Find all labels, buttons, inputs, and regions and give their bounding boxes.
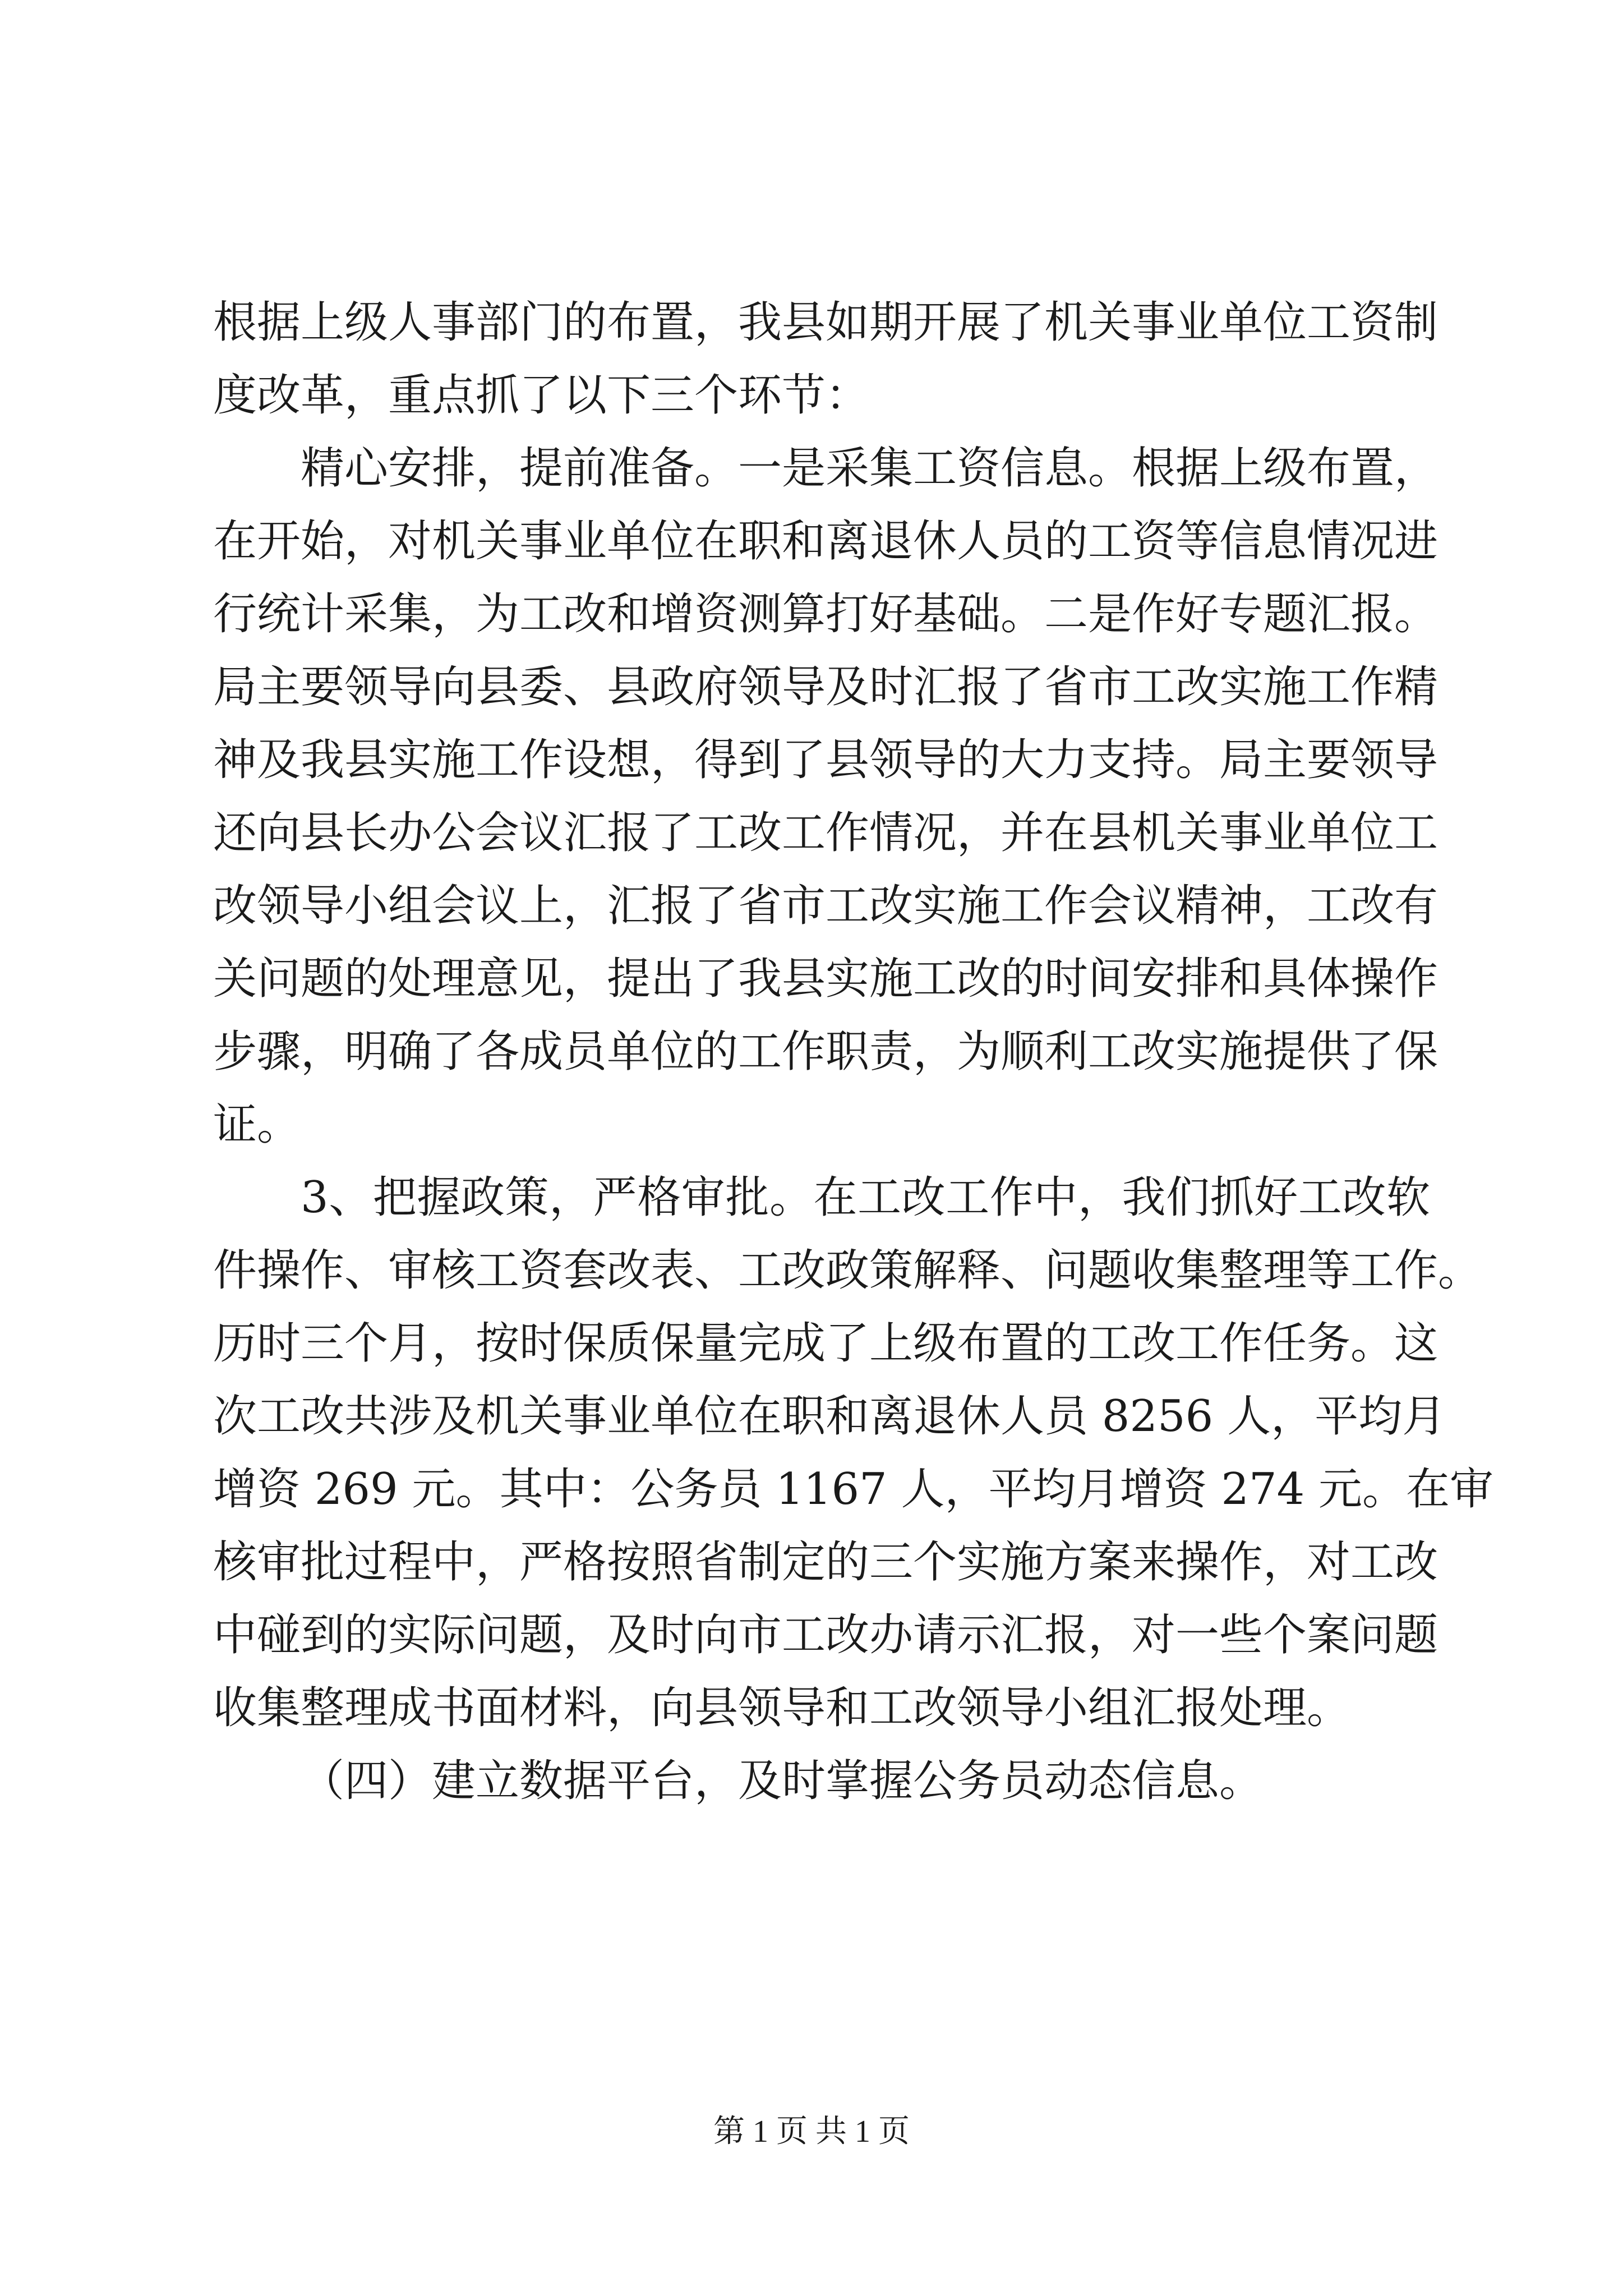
text-line: 核审批过程中，严格按照省制定的三个实施方案来操作，对工改 — [213, 1537, 1438, 1588]
text-line: 件操作、审核工资套改表、工改政策解释、问题收集整理等工作。 — [213, 1245, 1482, 1296]
text-line: 神及我县实施工作设想，得到了县领导的大力支持。局主要领导 — [213, 735, 1438, 785]
text-line: 改领导小组会议上，汇报了省市工改实施工作会议精神，工改有 — [213, 881, 1438, 931]
text-line: 中碰到的实际问题，及时向市工改办请示汇报，对一些个案问题 — [213, 1610, 1438, 1660]
text-line: 次工改共涉及机关事业单位在职和离退休人员 8256 人，平均月 — [213, 1391, 1446, 1442]
text-line: 精心安排，提前准备。一是采集工资信息。根据上级布置， — [301, 443, 1438, 494]
text-line: 关问题的处理意见，提出了我县实施工改的时间安排和具体操作 — [213, 954, 1438, 1004]
text-line: 历时三个月，按时保质保量完成了上级布置的工改工作任务。这 — [213, 1318, 1438, 1369]
text-line: 根据上级人事部门的布置，我县如期开展了机关事业单位工资制 — [213, 297, 1438, 348]
text-line: 在开始，对机关事业单位在职和离退休人员的工资等信息情况进 — [213, 516, 1438, 567]
text-line: 还向县长办公会议汇报了工改工作情况，并在县机关事业单位工 — [213, 808, 1438, 858]
text-line: 局主要领导向县委、县政府领导及时汇报了省市工改实施工作精 — [213, 662, 1438, 712]
page-footer: 第 1 页 共 1 页 — [713, 2114, 910, 2149]
text-line: 行统计采集，为工改和增资测算打好基础。二是作好专题汇报。 — [213, 589, 1438, 639]
text-line: 步骤，明确了各成员单位的工作职责，为顺利工改实施提供了保 — [213, 1027, 1438, 1077]
section-heading: （四）建立数据平台，及时掌握公务员动态信息。 — [301, 1756, 1264, 1806]
text-line: 增资 269 元。其中：公务员 1167 人，平均月增资 274 元。在审 — [213, 1464, 1494, 1515]
text-line: 收集整理成书面材料，向县领导和工改领导小组汇报处理。 — [213, 1683, 1351, 1733]
text-line: 度改革，重点抓了以下三个环节： — [213, 370, 870, 421]
text-line: 证。 — [213, 1099, 301, 1150]
text-line: 3、把握政策，严格审批。在工改工作中，我们抓好工改软 — [301, 1172, 1430, 1223]
